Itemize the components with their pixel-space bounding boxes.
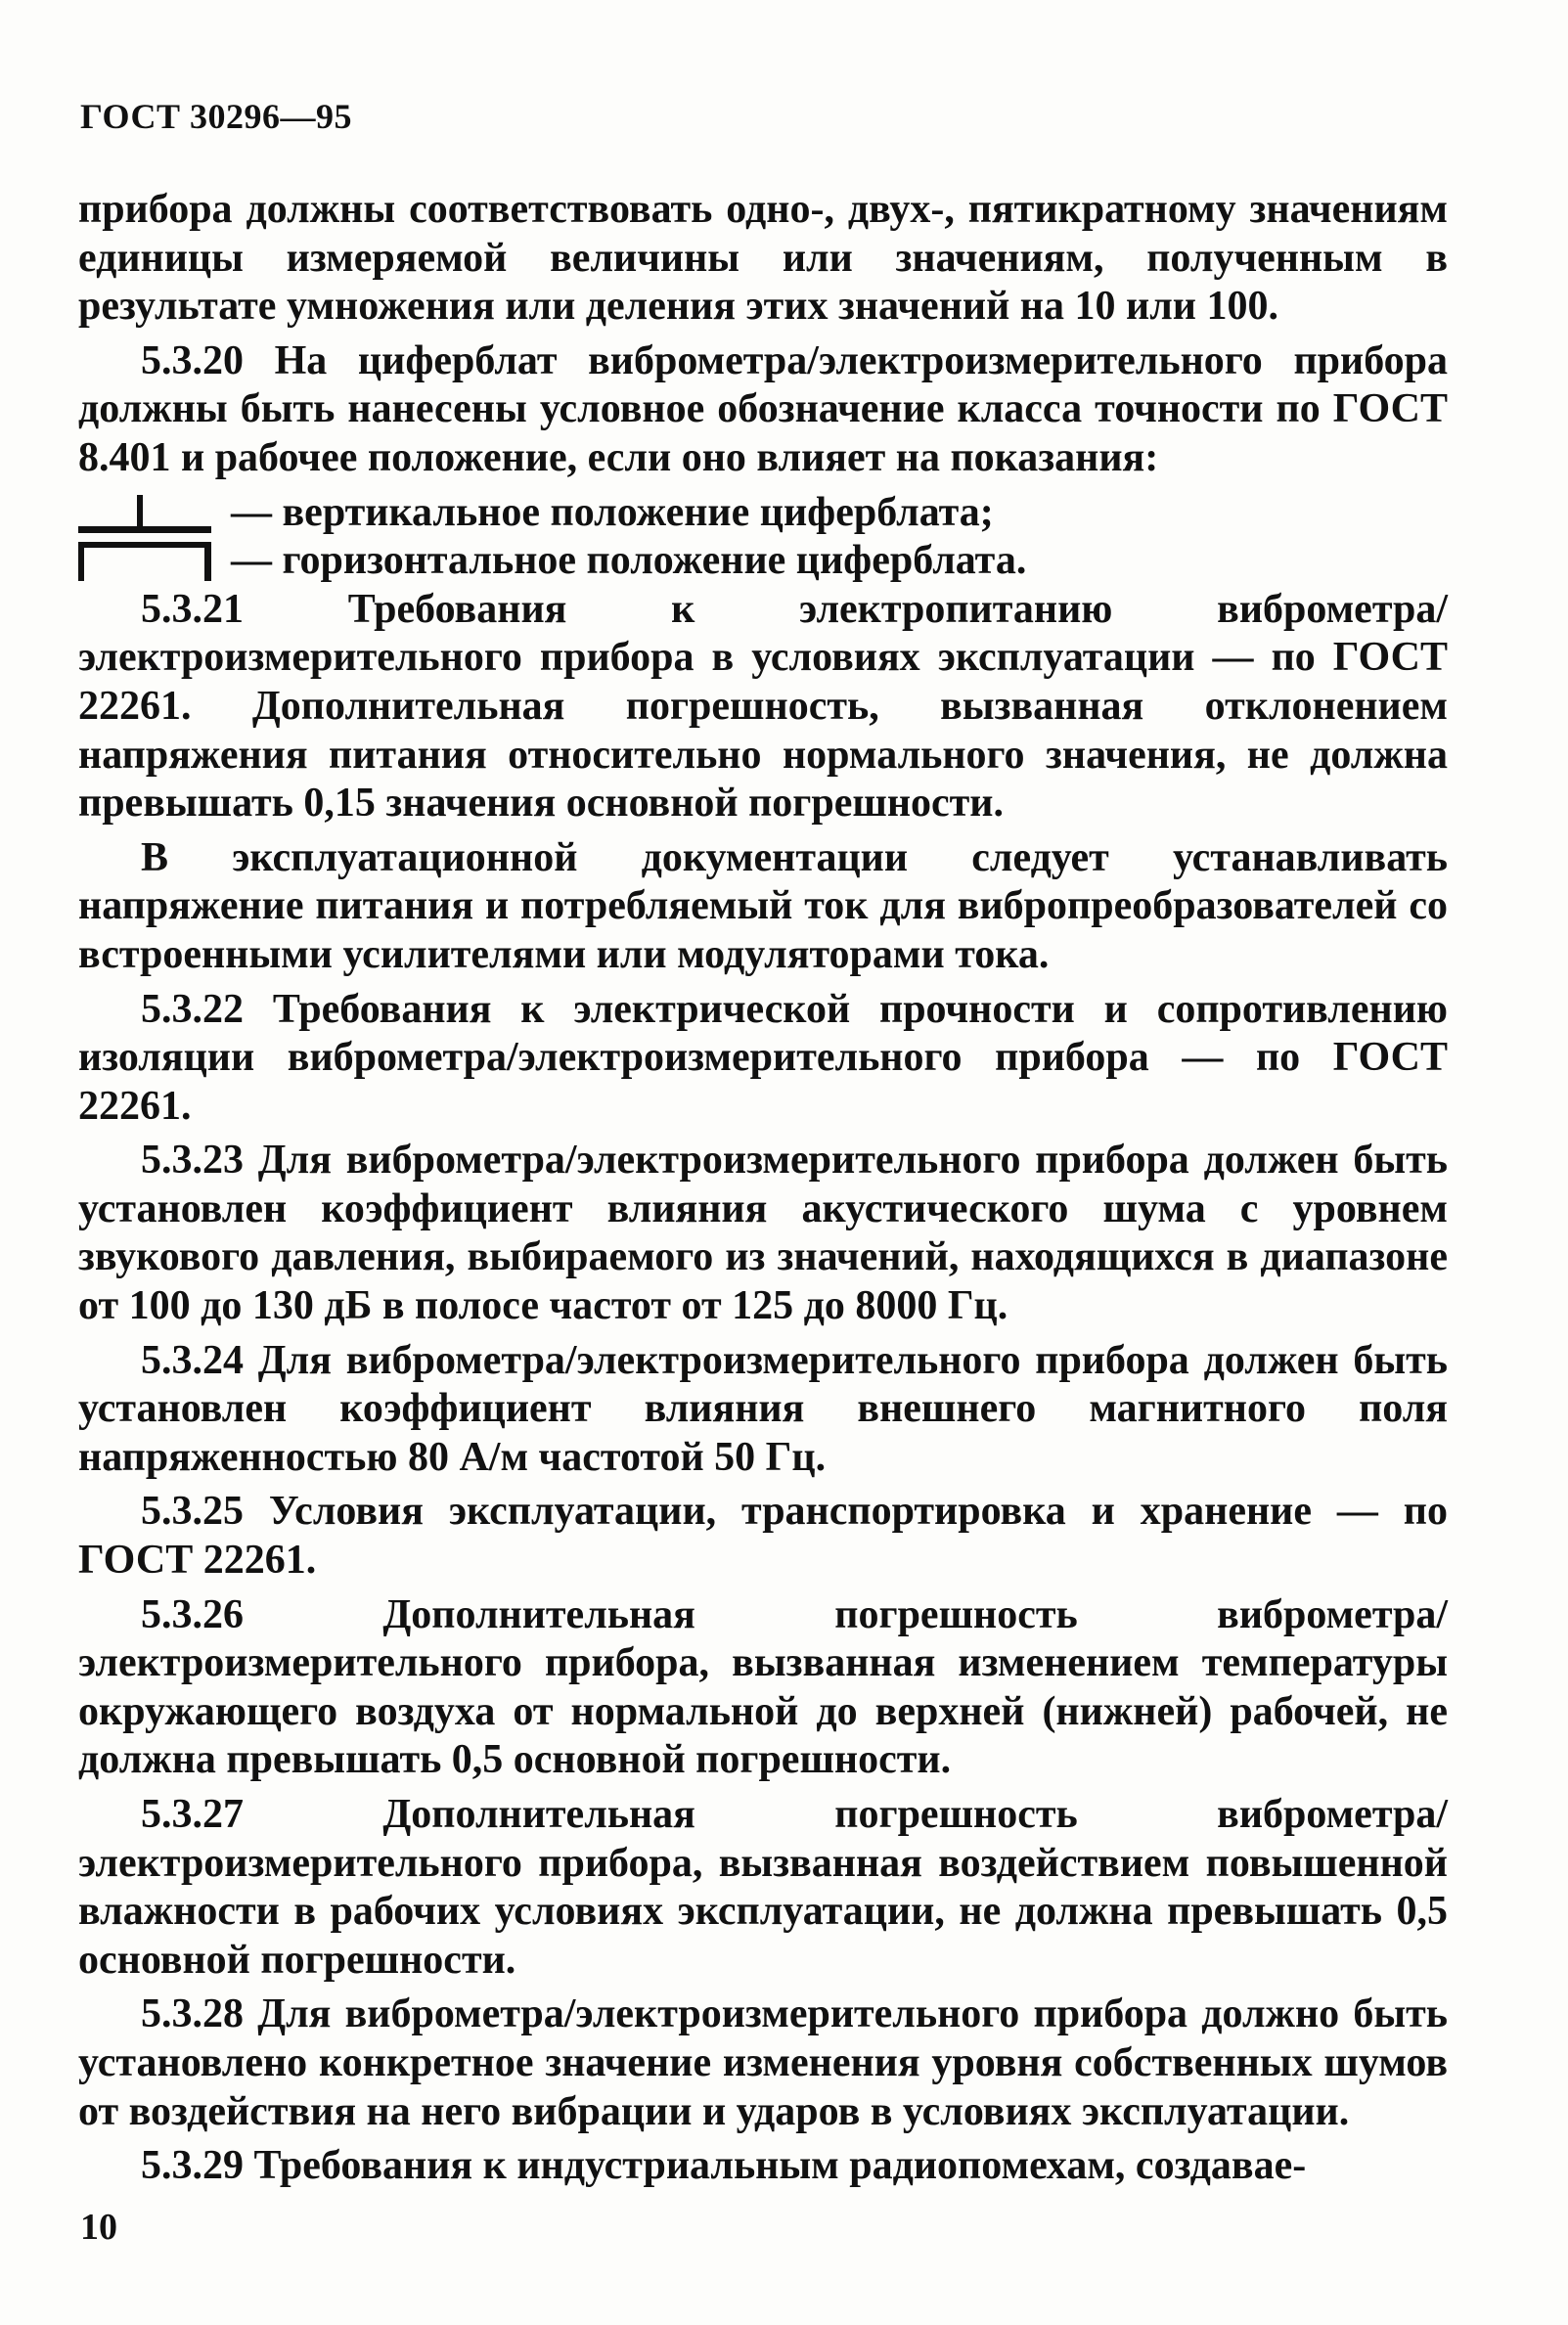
page-number: 10	[80, 2207, 117, 2248]
paragraph-documentation: В эксплуатационной документации следует устанавливать напряжение питания и потребляемый ток для вибропреобразователей со встроенными усилителями или модуляторами тока.	[78, 834, 1448, 977]
paragraph-5-3-21: 5.3.21 Требования к электропитанию виброметра/электроизмерительного прибора в условиях эксплуатации — по ГОСТ 22261. Дополнительная погрешность, вызванная отклонением напряжения питания относительно нормального значения, не должна превышать 0,15 значения основной погрешности.	[78, 586, 1448, 827]
paragraph-5-3-22: 5.3.22 Требования к электрической прочности и сопротивлению изоляции виброметра/электроизмерительного прибора — по ГОСТ 22261.	[78, 986, 1448, 1129]
document-header: ГОСТ 30296—95	[80, 97, 352, 136]
paragraph-5-3-28: 5.3.28 Для виброметра/электроизмерительного прибора должно быть установлено конкретное значение изменения уровня собственных шумов от воздействия на него вибрации и ударов в условиях эксплуатации.	[78, 1991, 1448, 2134]
paragraph-5-3-25: 5.3.25 Условия эксплуатации, транспортировка и хранение — по ГОСТ 22261.	[78, 1489, 1448, 1584]
symbol-label-vertical: — вертикальное положение циферблата;	[231, 489, 994, 535]
paragraph-5-3-27: 5.3.27 Дополнительная погрешность виброметра/электроизмерительного прибора, вызванная воздействием повышенной влажности в рабочих условиях эксплуатации, не должна превышать 0,5 основной погрешности.	[78, 1792, 1448, 1983]
document-body	[78, 186, 1448, 2197]
paragraph-continuation: прибора должны соответствовать одно-, двух-, пятикратному значениям единицы измеряемой величины или значениям, полученным в результате умножения или деления этих значений на 10 или 100.	[78, 187, 1448, 330]
paragraph-5-3-29: 5.3.29 Требования к индустриальным радиопомехам, создавае-	[141, 2143, 1307, 2189]
paragraph-5-3-26: 5.3.26 Дополнительная погрешность виброметра/электроизмерительного прибора, вызванная изменением температуры окружающего воздуха от нормальной до верхней (нижней) рабочей, не должна превышать 0,5 основной погрешности.	[78, 1591, 1448, 1783]
symbol-line-horizontal	[78, 537, 1448, 586]
vertical-dial-position-icon	[78, 491, 217, 534]
symbol-line-vertical	[78, 489, 1448, 538]
paragraph-5-3-20: 5.3.20 На циферблат виброметра/электроизмерительного прибора должны быть нанесены условное обозначение класса точности по ГОСТ 8.401 и рабочее положение, если оно влияет на показания:	[78, 337, 1448, 480]
horizontal-dial-position-icon	[78, 540, 217, 583]
paragraph-5-3-23: 5.3.23 Для виброметра/электроизмерительного прибора должен быть установлен коэффициент влияния акустического шума с уровнем звукового давления, выбираемого из значений, находящихся в диапазоне от 100 до 130 дБ в полосе частот от 125 до 8000 Гц.	[78, 1138, 1448, 1329]
paragraph-5-3-24: 5.3.24 Для виброметра/электроизмерительного прибора должен быть установлен коэффициент влияния внешнего магнитного поля напряженностью 80 А/м частотой 50 Гц.	[78, 1337, 1448, 1480]
symbol-label-horizontal: — горизонтальное положение циферблата.	[231, 538, 1027, 584]
